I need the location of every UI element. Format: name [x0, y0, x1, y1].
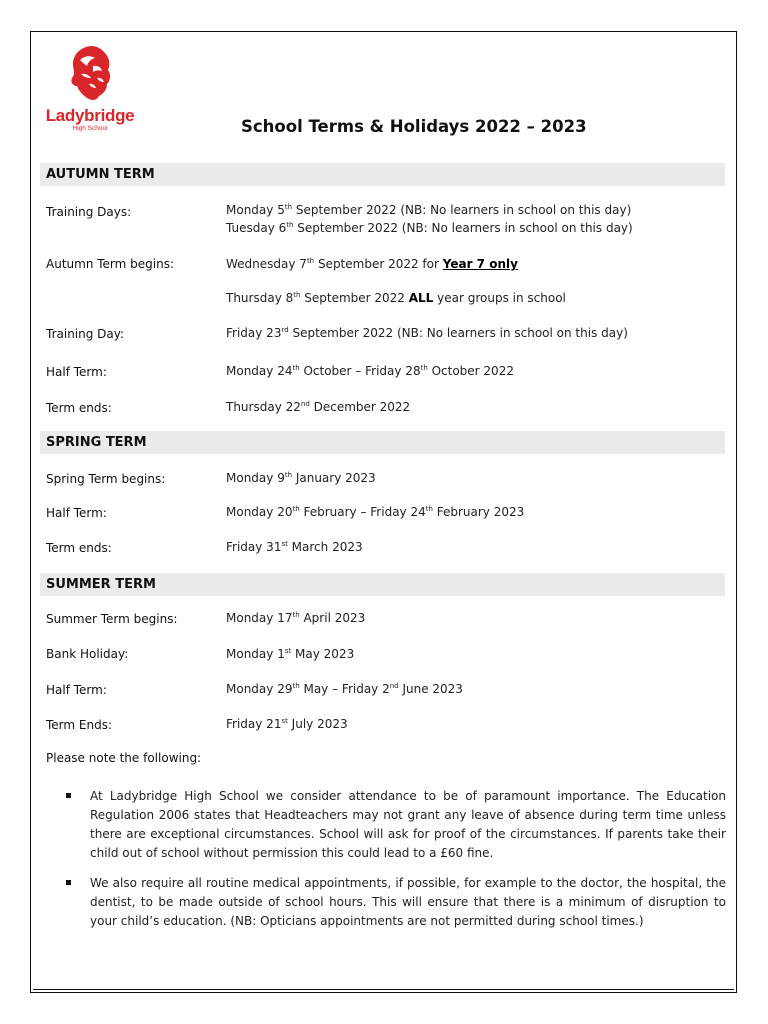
- logo-name: Ladybridge: [45, 106, 135, 125]
- list-item-text: We also require all routine medical appointments, if possible, for example to the doctor, the hospital, the dentist, to be made outside of school hours. This will ensure that there is a minimum of disruption to your child’s education. (NB: Opticians appointments are not permitted during school times.): [90, 876, 726, 928]
- training-day-label: Training Day:: [46, 327, 125, 341]
- training-days-label: Training Days:: [46, 205, 132, 219]
- summer-half-term-label: Half Term:: [46, 683, 107, 697]
- summer-term-ends-date: Friday 21st July 2023: [226, 717, 348, 731]
- bank-holiday-date: Monday 1st May 2023: [226, 647, 355, 661]
- summer-begins-label: Summer Term begins:: [46, 612, 178, 626]
- summer-term-heading: SUMMER TERM: [40, 573, 725, 596]
- autumn-begins-date-2: Thursday 8th September 2022 ALL year groups in school: [226, 291, 566, 305]
- spring-term-heading: SPRING TERM: [40, 431, 725, 454]
- training-days-date-1: Monday 5th September 2022 (NB: No learners in school on this day): [226, 203, 632, 217]
- bullet-icon: [66, 880, 71, 885]
- summer-term-ends-label: Term Ends:: [46, 718, 112, 732]
- autumn-term-ends-label: Term ends:: [46, 401, 112, 415]
- autumn-half-term-date: Monday 24th October – Friday 28th October 2022: [226, 364, 514, 378]
- page-title: School Terms & Holidays 2022 – 2023: [241, 117, 587, 136]
- autumn-begins-date-1: Wednesday 7th September 2022 for Year 7 only: [226, 257, 518, 271]
- notes-list: [66, 787, 726, 942]
- autumn-term-heading: AUTUMN TERM: [40, 163, 725, 186]
- spring-begins-date: Monday 9th January 2023: [226, 471, 376, 485]
- logo-subtitle: High School: [72, 125, 108, 132]
- autumn-half-term-label: Half Term:: [46, 365, 107, 379]
- training-day-date: Friday 23rd September 2022 (NB: No learners in school on this day): [226, 326, 628, 340]
- summer-half-term-date: Monday 29th May – Friday 2nd June 2023: [226, 682, 463, 696]
- autumn-term-ends-date: Thursday 22nd December 2022: [226, 400, 411, 414]
- summer-begins-date: Monday 17th April 2023: [226, 611, 366, 625]
- list-item: [66, 874, 726, 931]
- bank-holiday-label: Bank Holiday:: [46, 647, 129, 661]
- school-logo: [40, 44, 140, 144]
- spring-half-term-date: Monday 20th February – Friday 24th February 2023: [226, 505, 525, 519]
- training-days-date-2: Tuesday 6th September 2022 (NB: No learners in school on this day): [226, 221, 633, 235]
- notes-heading: Please note the following:: [46, 751, 202, 765]
- bullet-icon: [66, 793, 71, 798]
- autumn-begins-label: Autumn Term begins:: [46, 257, 174, 271]
- spring-half-term-label: Half Term:: [46, 506, 107, 520]
- spring-term-ends-label: Term ends:: [46, 541, 112, 555]
- spring-begins-label: Spring Term begins:: [46, 472, 166, 486]
- spring-term-ends-date: Friday 31st March 2023: [226, 540, 363, 554]
- list-item-text: At Ladybridge High School we consider attendance to be of paramount importance. The Education Regulation 2006 states that Headteachers may not grant any leave of absence during term time unless there are exceptional circumstances. School will ask for proof of the circumstances. If parents take their child out of school without permission this could lead to a £60 fine.: [90, 789, 726, 860]
- lion-head-icon: [67, 44, 113, 106]
- list-item: [66, 787, 726, 863]
